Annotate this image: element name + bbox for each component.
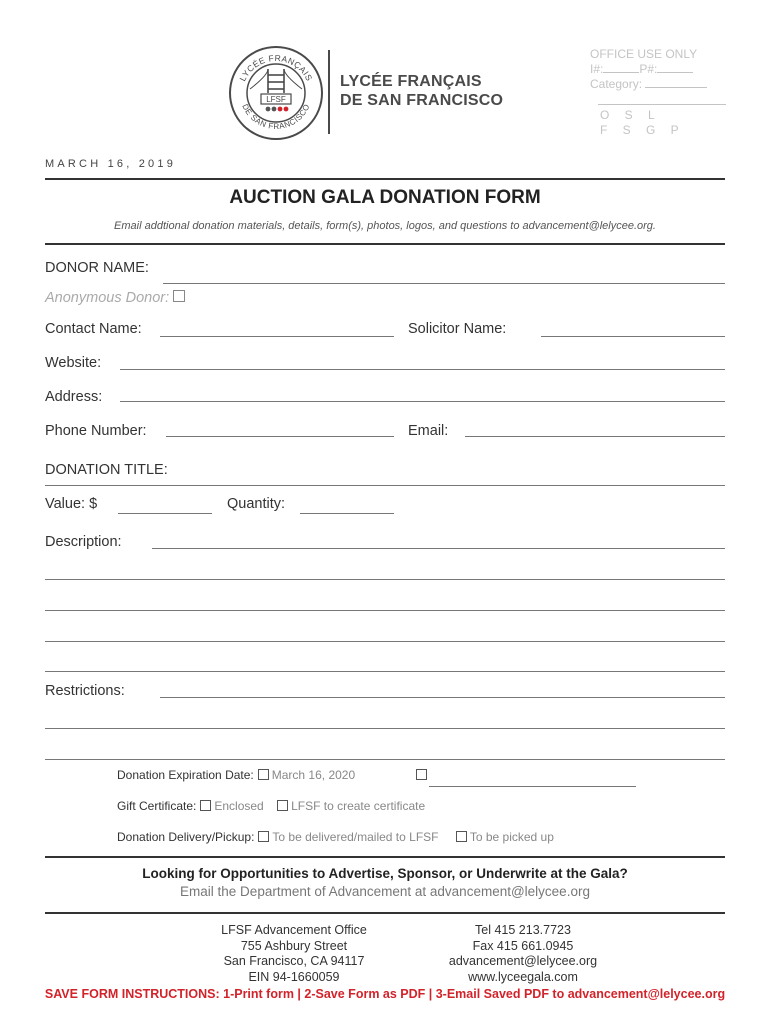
footer-city: San Francisco, CA 94117: [223, 954, 365, 968]
footer-office-name: LFSF Advancement Office: [221, 923, 367, 937]
office-use-title: OFFICE USE ONLY: [590, 47, 698, 61]
gift-enclosed-text: Enclosed: [214, 799, 264, 813]
expiration-other-field[interactable]: [429, 786, 636, 787]
description-field-line4[interactable]: [45, 641, 725, 642]
website-field[interactable]: [120, 369, 725, 370]
donation-title-label: DONATION TITLE:: [45, 462, 168, 478]
description-label: Description:: [45, 534, 122, 550]
promo-top-rule: [45, 856, 725, 858]
form-subtitle: Email addtional donation materials, details, form(s), photos, logos, and questions to advancement@lelycee.org.: [114, 220, 656, 232]
footer-fax: Fax 415 661.0945: [472, 938, 574, 953]
school-name-line2: DE SAN FRANCISCO: [340, 92, 504, 109]
form-date: MARCH 16, 2019: [45, 158, 177, 170]
description-field-line1[interactable]: [152, 548, 725, 549]
office-use-box: [590, 47, 730, 137]
header-top-rule: [45, 178, 725, 180]
anonymous-donor-text: Anonymous Donor:: [45, 290, 170, 306]
restrictions-field-line3[interactable]: [45, 759, 725, 760]
donor-name-field[interactable]: [163, 283, 725, 284]
quantity-label: Quantity:: [227, 496, 286, 512]
gift-certificate-row: [117, 799, 425, 813]
donation-title-field[interactable]: [45, 485, 725, 486]
gift-certificate-label: Gift Certificate:: [117, 799, 197, 813]
contact-name-field[interactable]: [160, 336, 394, 337]
expiration-date-text: March 16, 2020: [271, 768, 356, 782]
value-field[interactable]: [118, 513, 212, 514]
school-name-line1: LYCÉE FRANÇAIS: [340, 73, 482, 90]
office-codes-row2: F S G P: [600, 123, 685, 137]
address-label: Address:: [45, 389, 103, 405]
email-field[interactable]: [465, 436, 725, 437]
office-num-label: I#:: [590, 62, 604, 76]
solicitor-name-label: Solicitor Name:: [408, 321, 507, 337]
email-label: Email:: [408, 423, 449, 439]
description-field-line2[interactable]: [45, 579, 725, 580]
gift-lfsf-checkbox[interactable]: [277, 800, 288, 811]
footer-website: www.lyceegala.com: [468, 969, 578, 984]
footer-ein: EIN 94-1660059: [248, 969, 340, 984]
school-seal-logo: [228, 45, 324, 141]
anonymous-donor-checkbox[interactable]: [173, 290, 185, 302]
restrictions-field-line2[interactable]: [45, 728, 725, 729]
delivery-mail-text: To be delivered/mailed to LFSF: [272, 830, 439, 844]
seal-bottom-text: DE SAN FRANCISCO: [240, 102, 312, 132]
footer-address-block: [186, 923, 402, 985]
quantity-field[interactable]: [300, 513, 394, 514]
restrictions-label: Restrictions:: [45, 683, 125, 699]
gift-enclosed-checkbox[interactable]: [200, 800, 211, 811]
footer-tel: Tel 415 213.7723: [475, 923, 571, 937]
delivery-row: [117, 830, 554, 844]
office-codes-row1: O S L: [600, 108, 661, 122]
website-label: Website:: [45, 355, 102, 371]
save-form-instructions: SAVE FORM INSTRUCTIONS: 1-Print form | 2-Save Form as PDF | 3-Email Saved PDF to advancement@lelycee.org: [44, 987, 726, 1001]
delivery-pickup-checkbox[interactable]: [456, 831, 467, 842]
school-name: [340, 72, 503, 110]
value-label: Value: $: [45, 496, 98, 512]
promo-subtitle: Email the Department of Advancement at advancement@lelycee.org: [180, 884, 590, 899]
description-field-line5[interactable]: [45, 671, 725, 672]
restrictions-field-line1[interactable]: [160, 697, 725, 698]
logo-divider: [328, 50, 330, 134]
promo-bottom-rule: [45, 912, 725, 914]
office-category-label: Category:: [590, 77, 643, 91]
footer-contact-block: [410, 923, 636, 985]
promo-title: Looking for Opportunities to Advertise, Sponsor, or Underwrite at the Gala?: [142, 866, 628, 881]
footer-street: 755 Ashbury Street: [240, 938, 348, 953]
office-p-label: P#:: [639, 62, 658, 76]
address-field[interactable]: [120, 401, 725, 402]
seal-abbrev: LFSF: [266, 95, 286, 104]
gift-lfsf-text: LFSF to create certificate: [291, 799, 426, 813]
delivery-mail-checkbox[interactable]: [258, 831, 269, 842]
phone-number-label: Phone Number:: [45, 423, 147, 439]
description-field-line3[interactable]: [45, 610, 725, 611]
svg-text:LYCÉE FRANÇAIS: [237, 53, 314, 83]
expiration-label: Donation Expiration Date:: [117, 768, 254, 782]
delivery-label: Donation Delivery/Pickup:: [117, 830, 255, 844]
contact-name-label: Contact Name:: [45, 321, 142, 337]
anonymous-donor-label: [45, 290, 188, 306]
expiration-date-checkbox[interactable]: [258, 769, 269, 780]
expiration-other-checkbox[interactable]: [416, 769, 427, 780]
solicitor-name-field[interactable]: [541, 336, 725, 337]
header-bottom-rule: [45, 243, 725, 245]
phone-number-field[interactable]: [166, 436, 394, 437]
donor-name-label: DONOR NAME:: [45, 260, 149, 276]
expiration-other-checkbox-wrap: [412, 768, 430, 782]
seal-top-text: LYCÉE FRANÇAIS: [237, 52, 315, 83]
expiration-row: [117, 768, 355, 782]
delivery-pickup-text: To be picked up: [469, 830, 554, 844]
footer-email: advancement@lelycee.org: [448, 954, 598, 968]
form-title: AUCTION GALA DONATION FORM: [229, 187, 541, 208]
